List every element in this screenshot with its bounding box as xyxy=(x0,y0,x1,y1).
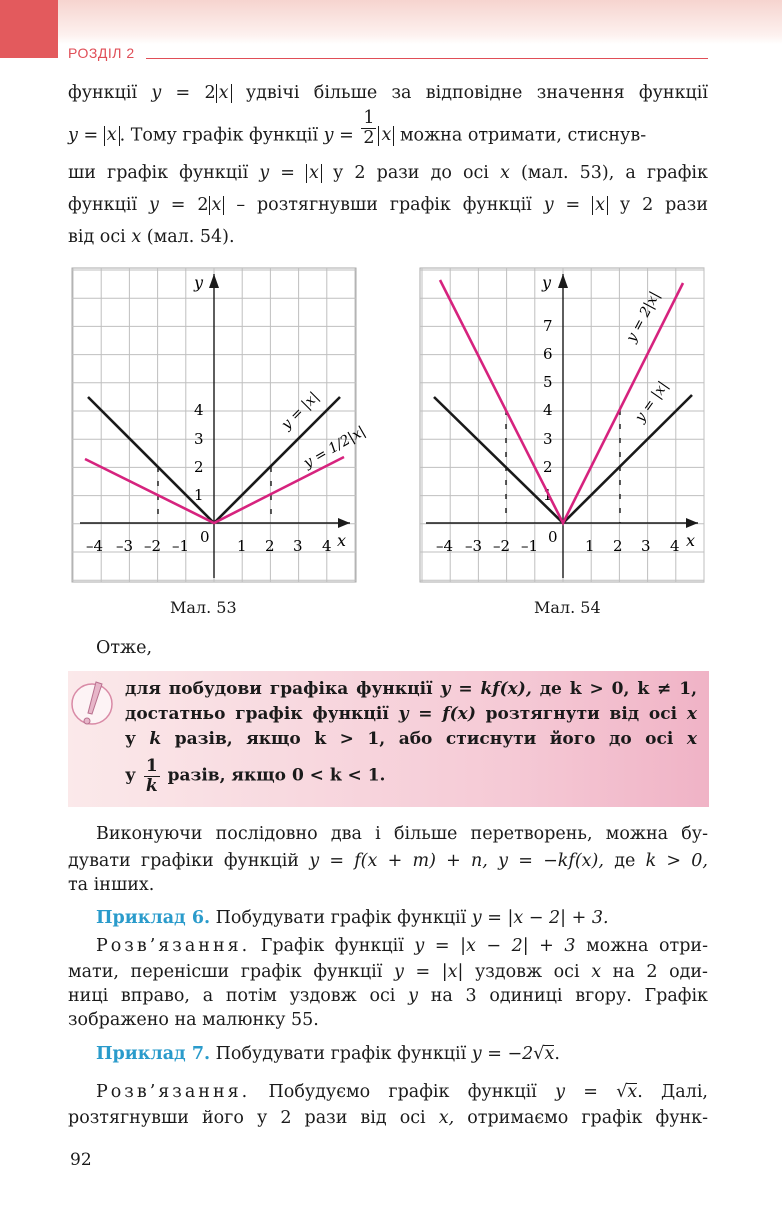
text-line: ши графік функції y = x у 2 рази до осі x (мал. 53), а графік xyxy=(68,163,708,183)
x-tick: 2 xyxy=(265,537,275,555)
x-tick: –3 xyxy=(116,537,134,555)
text-line: від осі x (мал. 54). xyxy=(68,227,235,247)
y-tick: 3 xyxy=(194,430,204,448)
rule-line: для побудови графіка функції y = kf(x), де k > 0, k ≠ 1, xyxy=(125,679,697,699)
x-tick: –4 xyxy=(86,537,104,555)
label-two-abs-x: y = 2|x| xyxy=(623,288,664,345)
example-7-heading: Приклад 7. Побудувати графік функції y = −2√x. xyxy=(96,1044,560,1064)
figure-54 xyxy=(420,268,704,582)
y-axis-label: y xyxy=(542,273,552,292)
text-line: мати, перенісши графік функції y = |x| уздовж осі x на 2 оди- xyxy=(68,962,708,982)
x-tick: –1 xyxy=(172,537,190,555)
origin-label: 0 xyxy=(548,528,558,546)
text-line: функції y = 2 x – розтягнувши графік функції y = x у 2 рази xyxy=(68,195,708,215)
x-tick: 3 xyxy=(293,537,303,555)
y-tick: 6 xyxy=(543,345,553,363)
figure-caption: Мал. 54 xyxy=(534,598,601,617)
text-line: Виконуючи послідовно два і більше перетворень, можна бу- xyxy=(96,824,708,844)
rule-line: у k разів, якщо k > 1, або стиснути його до осі x xyxy=(125,729,698,749)
x-tick: –4 xyxy=(436,537,454,555)
figure-caption: Мал. 53 xyxy=(170,598,237,617)
label-abs-x: y = |x| xyxy=(632,378,672,426)
example-6-heading: Приклад 6. Побудувати графік функції y = |x − 2| + 3. xyxy=(96,908,609,928)
x-tick: 3 xyxy=(641,537,651,555)
y-tick: 3 xyxy=(543,430,553,448)
section-title: РОЗДІЛ 2 xyxy=(68,45,135,61)
text-line: та інших. xyxy=(68,875,155,895)
x-tick: –3 xyxy=(465,537,483,555)
label-half-abs-x: y = 1/2|x| xyxy=(301,423,369,472)
y-axis-label: y xyxy=(194,273,204,292)
text-line: розтягнувши його у 2 рази від осі x, отримаємо графік функ- xyxy=(68,1108,709,1128)
y-tick: 4 xyxy=(543,401,553,419)
top-band xyxy=(0,0,782,44)
rule-line: у $\frac{1}{k}$ разів, якщо 0 < k < 1. xyxy=(125,756,386,796)
text-line: дувати графіки функцій y = f(x + m) + n, y = −kf(x), де k > 0, xyxy=(68,851,708,871)
page-number: 92 xyxy=(70,1150,92,1170)
y-tick: 2 xyxy=(194,458,204,476)
label-abs-x: y = |x| xyxy=(278,389,323,433)
text-line: функції y = 2 x удвічі більше за відповідне значення функції xyxy=(68,83,708,103)
y-tick: 2 xyxy=(543,458,553,476)
x-tick: –1 xyxy=(521,537,539,555)
x-tick: 1 xyxy=(237,537,247,555)
figure-53 xyxy=(72,268,369,582)
x-tick: 4 xyxy=(322,537,332,555)
y-tick: 1 xyxy=(194,486,204,504)
text-line: ниці вправо, а потім уздовж осі y на 3 одиниці вгору. Графік xyxy=(68,986,708,1006)
header-rule xyxy=(146,58,708,59)
text-line: зображено на малюнку 55. xyxy=(68,1010,319,1030)
y-tick: 7 xyxy=(543,317,553,335)
exclamation-icon xyxy=(68,676,116,732)
x-tick: –2 xyxy=(144,537,162,555)
otzhe-text: Отже, xyxy=(96,638,153,658)
x-tick: 1 xyxy=(585,537,595,555)
text-line: Розв’язання. Графік функції y = |x − 2| + 3 можна отри- xyxy=(96,936,709,956)
chapter-tab xyxy=(0,0,58,58)
text-line: Розв’язання. Побудуємо графік функції y = √x. Далі, xyxy=(96,1082,708,1102)
x-tick: 4 xyxy=(670,537,680,555)
x-tick: –2 xyxy=(493,537,511,555)
text-line: y = x . Тому графік функції y = $\frac{1}{2}$ x можна отримати, стиснув- xyxy=(68,108,647,149)
rule-line: достатньо графік функції y = f(x) розтягнути від осі x xyxy=(125,704,697,724)
x-tick: 2 xyxy=(613,537,623,555)
y-tick: 5 xyxy=(543,373,553,391)
x-axis-label: x xyxy=(686,531,696,550)
origin-label: 0 xyxy=(200,528,210,546)
x-axis-label: x xyxy=(337,531,347,550)
y-tick: 4 xyxy=(194,401,204,419)
y-tick: 1 xyxy=(543,486,553,504)
